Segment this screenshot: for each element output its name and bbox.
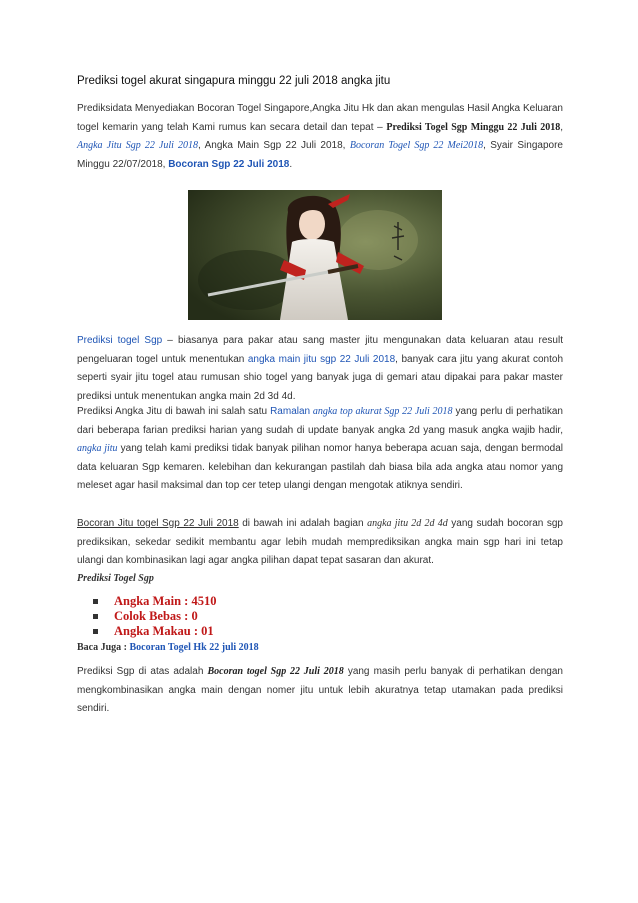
woman-with-sword-photo — [188, 190, 442, 320]
colok-bebas-value: Colok Bebas : 0 — [114, 609, 198, 623]
intro-text-1: Prediksidata Menyediakan Bocoran Togel Singapore,Angka Jitu Hk dan akan mengulas Hasil Angka Keluaran togel kemarin yang telah Kami rumus kan secara detail dan tepat – — [77, 103, 563, 133]
paragraph-prediksi-togel — [77, 332, 563, 406]
para5-text-2: yang masih perlu banyak di perhatikan dengan mengkombinasikan angka main dengan nomer jitu untuk lebih akuratnya tetap utamakan pada prediksi sendiri. — [77, 666, 563, 714]
para3-text-1: Prediksi Angka Jitu di bawah ini salah satu — [77, 406, 271, 417]
list-item — [77, 609, 216, 624]
prediksi-togel-sgp-link[interactable]: Prediksi togel Sgp — [77, 335, 163, 346]
bullet-icon — [93, 629, 98, 634]
intro-text-2: , — [560, 121, 564, 133]
intro-bold-keyword: Prediksi Togel Sgp Minggu 22 Juli 2018 — [386, 121, 561, 133]
list-item — [77, 594, 216, 609]
paragraph-closing — [77, 663, 563, 719]
para4-italic: angka jitu 2d 2d 4d — [367, 518, 448, 529]
para4-text-2: yang sudah bocoran sgp prediksikan, sekedar sedikit membantu agar lebih mudah memprediksikan angka main sgp hari ini tetap ulangi dan kombinasikan lagi agar angka pilihan dapat tepat sasaran dan akurat. — [77, 518, 563, 566]
intro-text-3: , Angka Main Sgp 22 Juli 2018, — [198, 140, 350, 151]
para3-text-2: yang perlu di perhatikan dari beberapa farian prediksi harian yang sudah di update banyak angka 2d yang masuk angka wajib hadir, — [77, 406, 563, 436]
para2-text-2: , banyak cara jitu yang akurat contoh seperti syair jitu togel atau rumusan shio togel yang banyak juga di gemari atau dipakai para pakar master prediksi untuk menentukan angka main 2d 3d 4d. — [77, 353, 564, 402]
paragraph-angka-jitu — [77, 403, 563, 496]
paragraph-bocoran-jitu — [77, 515, 563, 571]
prediksi-togel-heading: Prediksi Togel Sgp — [77, 573, 154, 584]
bocoran-hk-link[interactable]: Bocoran Togel Hk 22 juli 2018 — [129, 642, 259, 653]
angka-main-value: Angka Main : 4510 — [114, 594, 217, 608]
para5-bold-italic: Bocoran togel Sgp 22 Juli 2018 — [207, 666, 344, 677]
intro-text-5: . — [289, 158, 293, 170]
bocoran-mei-link[interactable]: Bocoran Togel Sgp 22 Mei2018 — [349, 140, 484, 151]
bullet-icon — [93, 599, 98, 604]
para2-text-1: – biasanya para pakar atau sang master jitu mengunakan data keluaran atau result pengeluaran togel untuk menentukan — [77, 335, 563, 365]
intro-paragraph — [77, 100, 563, 174]
bocoran-jitu-link[interactable]: Bocoran Jitu togel Sgp 22 Juli 2018 — [77, 518, 239, 529]
bullet-icon — [93, 614, 98, 619]
angka-jitu-link[interactable]: Angka Jitu Sgp 22 Juli 2018 — [77, 140, 199, 151]
list-item — [77, 624, 216, 639]
baca-juga-label: Baca Juga : — [77, 642, 130, 653]
ramalan-link[interactable]: Ramalan — [270, 406, 311, 417]
angka-jitu-inline-link[interactable]: angka jitu — [77, 443, 118, 454]
intro-text-4: , Syair Singapore Minggu 22/07/2018, — [77, 140, 563, 170]
baca-juga — [77, 642, 259, 653]
prediction-list — [77, 594, 216, 639]
para5-text-1: Prediksi Sgp di atas adalah — [77, 666, 208, 677]
page-title: Prediksi togel akurat singapura minggu 22 juli 2018 angka jitu — [77, 75, 391, 87]
bocoran-sgp-link[interactable]: Bocoran Sgp 22 Juli 2018 — [168, 158, 290, 170]
photo-illustration — [188, 190, 442, 320]
angka-main-jitu-link[interactable]: angka main jitu sgp 22 Juli 2018 — [247, 353, 396, 365]
angka-makau-value: Angka Makau : 01 — [114, 624, 214, 638]
para3-text-3: yang telah kami prediksi tidak banyak pilihan nomor hanya beberapa acuan saja, dengan bermodal data keluaran Sgp kemaren. kelebihan dan kekurangan pastilah dah biasa bila ada angka atau nomor yang meleset agar hasil maksimal dan top cer tetep ulangi dengan mengotak atiknya sendiri. — [77, 443, 563, 491]
angka-top-akurat-link[interactable]: angka top akurat Sgp 22 Juli 2018 — [310, 406, 453, 417]
para4-text-1: di bawah ini adalah bagian — [238, 518, 368, 529]
